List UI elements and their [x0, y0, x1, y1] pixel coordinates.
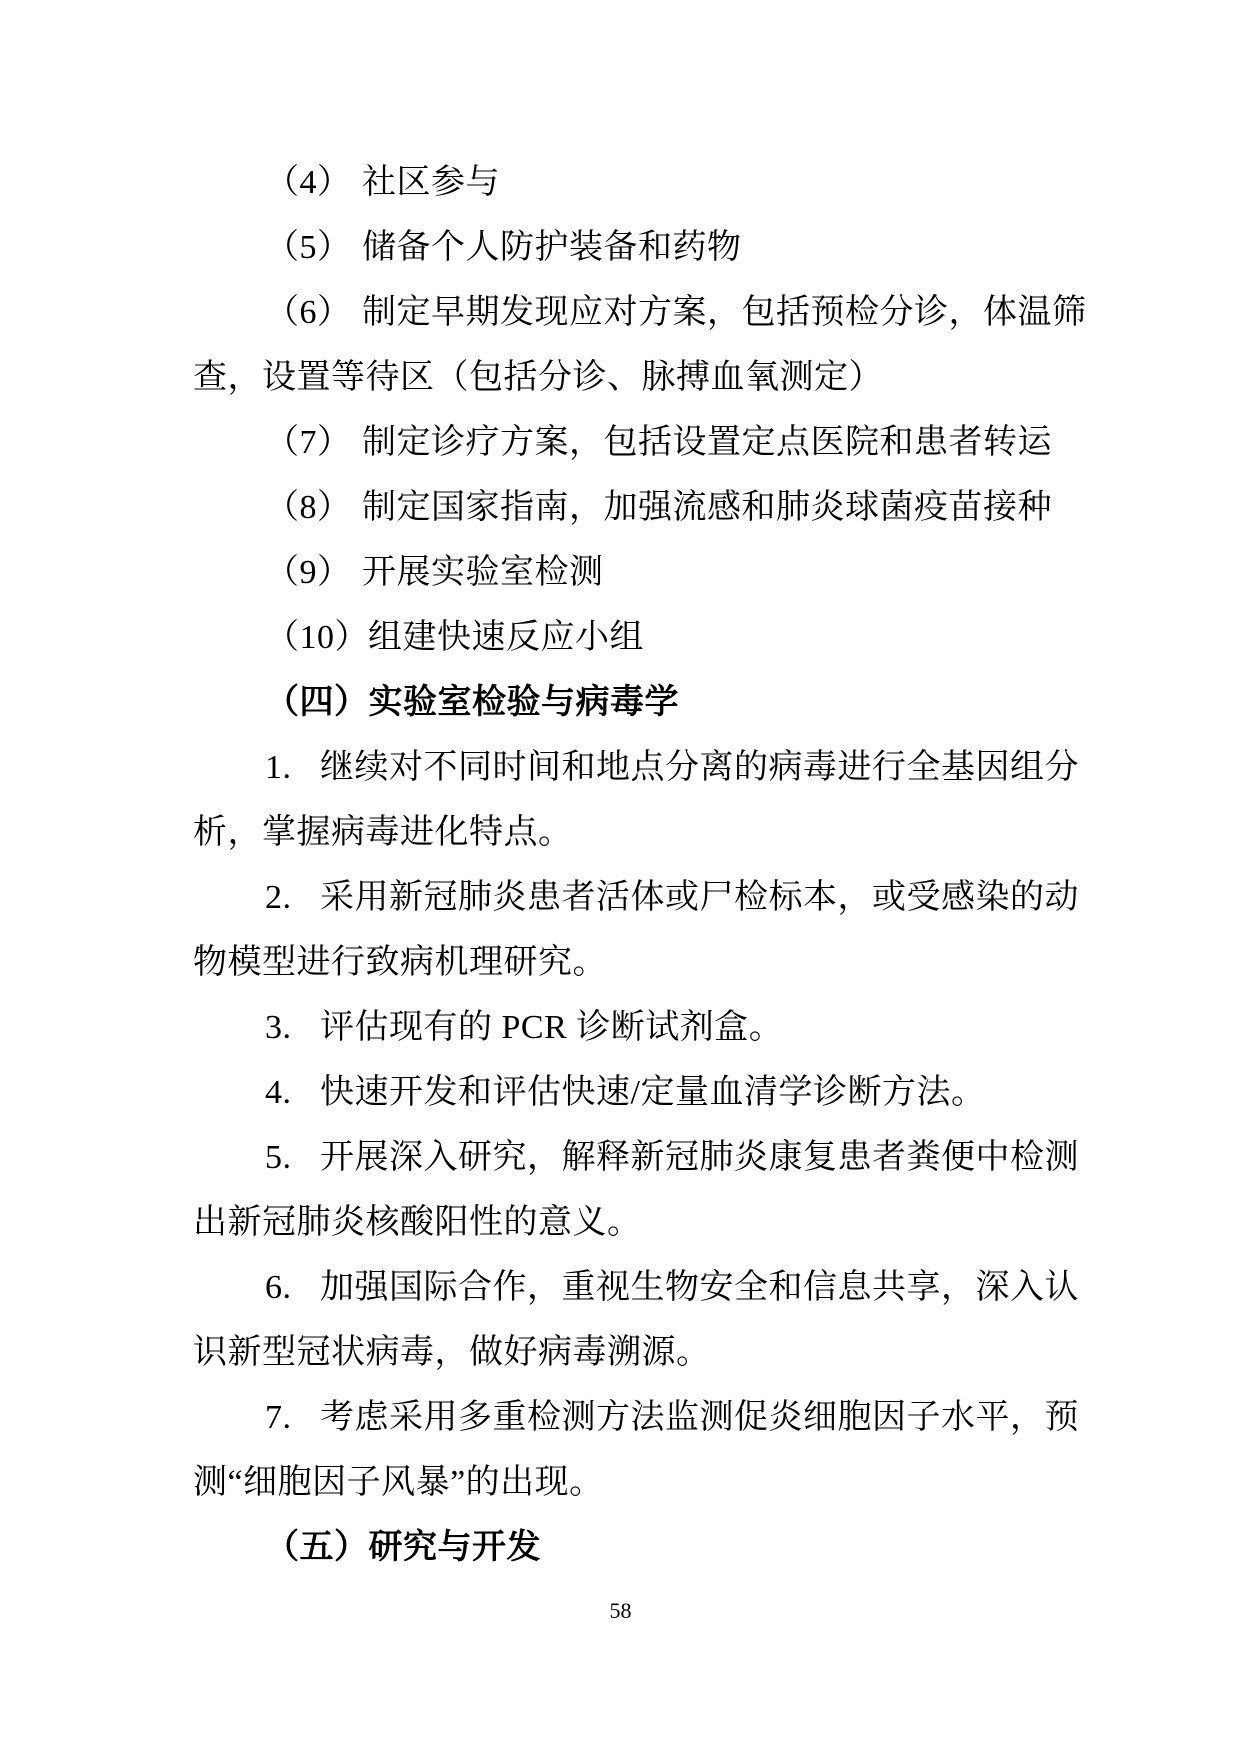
list-item-text: 开展实验室检测 [362, 554, 604, 591]
paragraph-text: 出新冠肺炎核酸阳性的意义。 [193, 1204, 642, 1241]
list-item [193, 995, 1093, 1060]
paragraph-continuation [193, 930, 1093, 995]
paragraph-text: 查，设置等待区（包括分诊、脉搏血氧测定） [193, 359, 883, 396]
list-item-text: 储备个人防护装备和药物 [362, 229, 742, 266]
list-item [193, 475, 1093, 540]
list-item [193, 1255, 1093, 1320]
list-item-text: 考虑采用多重检测方法监测促炎细胞因子水平，预 [320, 1399, 1079, 1436]
paragraph-continuation [193, 1190, 1093, 1255]
paragraph-text: 测“细胞因子风暴”的出现。 [193, 1464, 604, 1501]
list-item [193, 215, 1093, 280]
list-item [193, 865, 1093, 930]
list-item-text: 制定国家指南，加强流感和肺炎球菌疫苗接种 [362, 489, 1052, 526]
list-item-number: 2. [265, 879, 292, 916]
section-heading [193, 670, 1093, 735]
list-item-number: （10） [265, 619, 369, 656]
paragraph-continuation [193, 1450, 1093, 1515]
paragraph-text: 析，掌握病毒进化特点。 [193, 814, 573, 851]
list-item [193, 605, 1093, 670]
list-item [193, 1125, 1093, 1190]
paragraph-text: 识新型冠状病毒，做好病毒溯源。 [193, 1334, 711, 1371]
list-item-number: 7. [265, 1399, 292, 1436]
list-item-number: （5） [265, 229, 352, 266]
list-item-text: 社区参与 [362, 164, 500, 201]
list-item-number: （8） [265, 489, 352, 526]
list-item-text: 开展深入研究，解释新冠肺炎康复患者粪便中检测 [320, 1139, 1079, 1176]
list-item-number: 1. [265, 749, 292, 786]
list-item-text: 加强国际合作，重视生物安全和信息共享，深入认 [320, 1269, 1079, 1306]
list-item-number: （4） [265, 164, 352, 201]
list-item-number: （6） [265, 294, 352, 331]
list-item-number: 6. [265, 1269, 292, 1306]
section-heading-text: （四）实验室检验与病毒学 [265, 684, 679, 721]
list-item [193, 150, 1093, 215]
list-item-number: （7） [265, 424, 352, 461]
paragraph-text: 物模型进行致病机理研究。 [193, 944, 607, 981]
list-item-number: 5. [265, 1139, 292, 1176]
list-item-number: 3. [265, 1009, 292, 1046]
list-item-number: （9） [265, 554, 352, 591]
paragraph-continuation [193, 800, 1093, 865]
list-item [193, 1385, 1093, 1450]
paragraph-continuation [193, 1320, 1093, 1385]
list-item-text: 组建快速反应小组 [368, 619, 644, 656]
paragraph-continuation [193, 345, 1093, 410]
document-body [193, 150, 1093, 1580]
list-item [193, 280, 1093, 345]
list-item [193, 410, 1093, 475]
section-heading-text: （五）研究与开发 [265, 1529, 541, 1566]
list-item-text: 制定早期发现应对方案，包括预检分诊，体温筛 [362, 294, 1087, 331]
list-item [193, 1060, 1093, 1125]
page-number: 58 [609, 1598, 632, 1623]
section-heading [193, 1515, 1093, 1580]
list-item-text: 快速开发和评估快速/定量血清学诊断方法。 [320, 1074, 986, 1111]
list-item-text: 制定诊疗方案，包括设置定点医院和患者转运 [362, 424, 1052, 461]
list-item [193, 540, 1093, 605]
list-item-text: 继续对不同时间和地点分离的病毒进行全基因组分 [320, 749, 1079, 786]
list-item-text: 采用新冠肺炎患者活体或尸检标本，或受感染的动 [320, 879, 1079, 916]
list-item-number: 4. [265, 1074, 292, 1111]
list-item-text: 评估现有的 PCR 诊断试剂盒。 [320, 1009, 784, 1046]
list-item [193, 735, 1093, 800]
